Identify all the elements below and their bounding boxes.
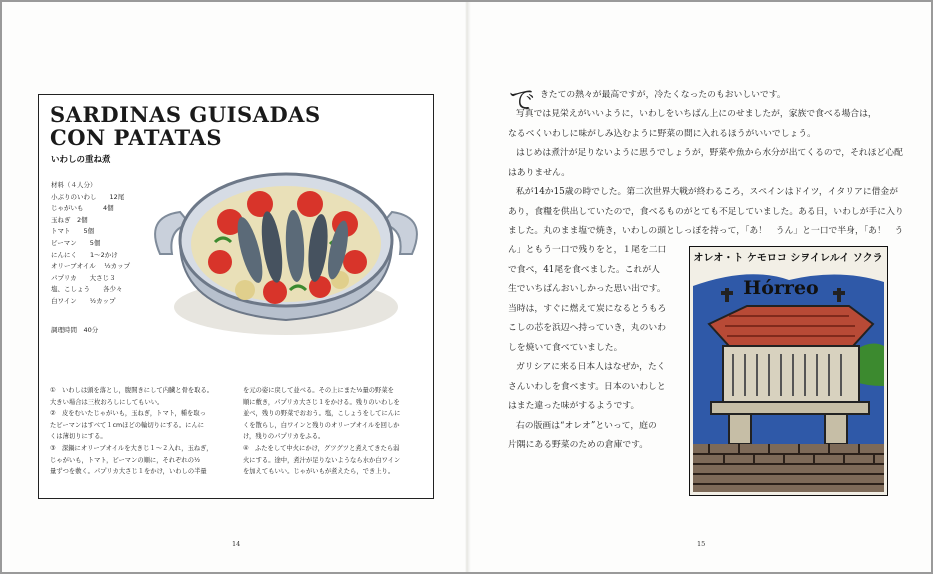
step-line: くは薄切りにする。 (50, 433, 107, 441)
step-line: じゃがいも，トマト，ピーマンの順に，それぞれの½ (50, 456, 201, 464)
essay-line-first: きたての熱々が最高ですが，冷たくなったのもおいしいです。 (540, 90, 786, 100)
essay-line: あり，食糧を供出していたので，食べるものがとても不足していました。ある日，いわしが手に入り (508, 206, 904, 217)
sardine-pot-photo (150, 162, 422, 342)
essay-line: こしの芯を浜辺へ持っていき，丸のいわ (508, 323, 666, 333)
recipe-steps-left (50, 385, 230, 478)
step-line: ① いわしは頭を落とし，腹開きにして内臓と骨を取る。 (50, 387, 214, 394)
book-gutter (465, 2, 471, 572)
ingredient-list (51, 180, 130, 308)
step-line: 量ずつを敷く。パプリカ大さじ１をかけ，いわしの半量 (50, 468, 207, 476)
step-line: ③ 深鍋にオリーブオイルを大きじ１〜２入れ，玉ねぎ， (50, 444, 213, 452)
ingredient-line: 小ぶりのいわし 12尾 (51, 192, 125, 201)
ingredient-line: じゃがいも 4個 (51, 204, 114, 213)
essay-line: ん」ともう一口で残りをと，１尾を二口 (508, 245, 667, 255)
ingredient-line: 白ワイン ½カップ (51, 296, 116, 305)
recipe-subtitle: いわしの重ね煮 (51, 155, 111, 165)
essay-line: ガリシアに来る日本人はなぜか，たく (516, 362, 666, 372)
essay-line: しを焼いて食べていました。 (508, 342, 623, 353)
ingredient-line: 材料（４人分） (51, 181, 97, 189)
essay-line: 当時は，すぐに燃えて炭になるとうもろ (508, 303, 667, 314)
step-line: ④ ふたをして中火にかけ，グツグツと煮えてきたら弱 (243, 444, 400, 452)
ingredient-line: ピーマン 5個 (51, 238, 101, 247)
step-line: 並べ，残りの野菜でおおう。塩，こしょうをしてにんに (243, 410, 401, 418)
drop-cap: で (509, 86, 536, 116)
step-line: 火にする。途中，煮汁が足りないようなら水か白ワイン (243, 456, 401, 464)
page-number-left: 14 (232, 540, 241, 548)
essay-line: で食べ，41尾を食べました。これが人 (508, 264, 660, 275)
essay-line: はありません。 (508, 167, 571, 178)
prep-time: 調理時間 40分 (51, 326, 99, 334)
essay-line: なるべくいわしに味がしみ込むように野菜の間に入れるほうがいいでしょう。 (508, 128, 816, 139)
print-title: Hórreo (743, 277, 819, 299)
ingredient-line: パプリカ 大さじ３ (51, 273, 116, 282)
essay-line: 片隅にある野菜のための倉庫です。 (508, 440, 649, 450)
recipe-title-line1: SARDINAS GUISADAS (50, 102, 321, 127)
step-line: くを散らし，白ワインと残りのオリーブオイルを回しか (243, 421, 400, 429)
step-line: ② 皮をむいたじゃがいも，玉ねぎ，トマト，種を取っ (50, 410, 206, 418)
step-line: け，残りのパプリカをふる。 (243, 433, 325, 441)
essay-text-top (508, 105, 904, 242)
step-line: 順に敷き，パプリカ大さじ１をかける。残りのいわしを (243, 398, 400, 406)
essay-line: さんいわしを食べます。日本のいわしと (508, 381, 666, 392)
essay-line: 私が14か15歳の時でした。第二次世界大戦が終わるころ，スペインはドイツ，イタリアに借金が (516, 187, 899, 197)
step-line: を元の姿に戻して並べる。その上にまた½量の野菜を (243, 387, 394, 394)
ingredient-line: 塩、こしょう 各少々 (51, 285, 123, 294)
page-number-right: 15 (697, 540, 706, 548)
horreo-woodcut-print (689, 246, 888, 496)
essay-line: ました。丸のまま塩で焼き，いわしの頭としっぽを持って，「あ！ うん」と一口で半身，「あ！ う (508, 226, 904, 236)
recipe-title-line2: CON PATATAS (50, 125, 222, 150)
ingredient-line: 玉ねぎ 2個 (51, 215, 88, 224)
essay-line: はまた違った味がするようです。 (508, 401, 640, 411)
step-line: を加えてもいい。じゃがいもが煮えたら，でき上り。 (243, 468, 395, 476)
essay-line: 写真では見栄えがいいように，いわしをいちばん上にのせましたが，家族で食べる場合は， (516, 109, 877, 119)
essay-line: 右の版画は“オレオ”といって，庭の (516, 420, 657, 431)
ingredient-line: トマト 5個 (51, 227, 95, 236)
step-line: たピーマンはすべて１cmほどの輪切りにする。にんに (50, 421, 205, 429)
recipe-steps-right (243, 385, 423, 478)
ingredient-line: オリーブオイル ½カップ (51, 262, 131, 271)
essay-text-narrow (508, 241, 666, 456)
step-line: 大きい場合は三枚おろしにしてもいい。 (50, 398, 164, 406)
print-caption: オレオ・ト ケモロコ シヲイレルイ ソクラ (693, 253, 883, 264)
essay-line: 生でいちばんおいしかった思い出です。 (508, 284, 666, 294)
essay-line: はじめは煮汁が足りないように思うでしょうが，野菜や魚から水分が出てくるので，それほど心配 (516, 148, 903, 158)
ingredient-line: にんにく 1〜2かけ (51, 250, 118, 259)
recipe-title (50, 103, 321, 149)
